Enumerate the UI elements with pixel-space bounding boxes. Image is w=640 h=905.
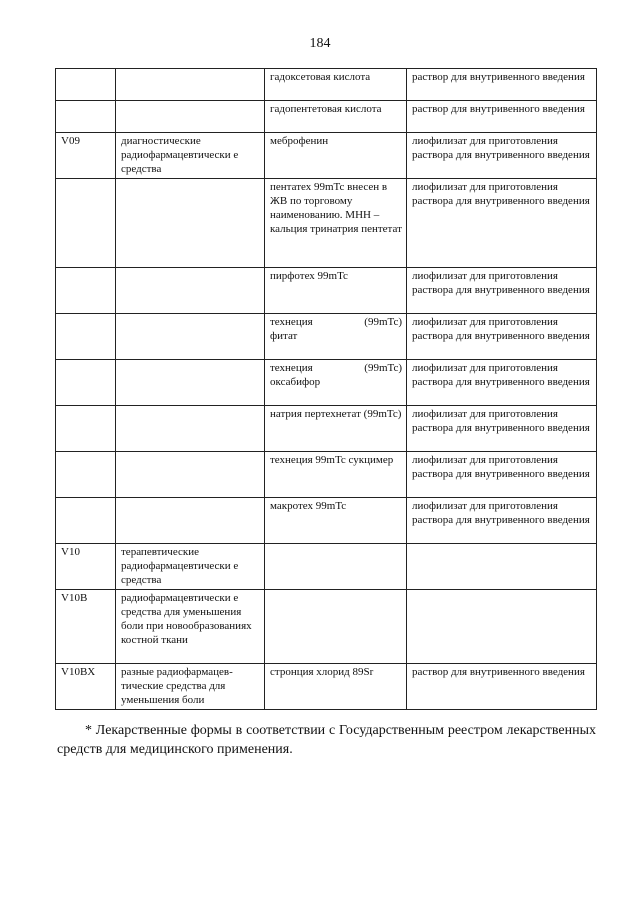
table-row bbox=[56, 406, 597, 452]
dosage-form-cell: раствор для внутривенного введения bbox=[407, 69, 597, 101]
table-row bbox=[56, 268, 597, 314]
dosage-form-cell: лиофилизат для приготовления раствора для внутривенного введения bbox=[407, 179, 597, 268]
group-name-cell bbox=[116, 452, 265, 498]
atc-code-cell bbox=[56, 179, 116, 268]
atc-code-cell: V10B bbox=[56, 590, 116, 664]
atc-code-cell: V10 bbox=[56, 544, 116, 590]
table-row bbox=[56, 590, 597, 664]
group-name-cell bbox=[116, 268, 265, 314]
drug-name-cell: гадоксетовая кислота bbox=[265, 69, 407, 101]
drug-name-cell: стронция хлорид 89Sr bbox=[265, 664, 407, 710]
drug-name-cell bbox=[265, 544, 407, 590]
atc-code-cell: V10BX bbox=[56, 664, 116, 710]
drug-name-cell: меброфенин bbox=[265, 133, 407, 179]
group-name-cell bbox=[116, 360, 265, 406]
drug-name-part: (99mTc) bbox=[364, 362, 402, 374]
dosage-form-cell: раствор для внутривенного введения bbox=[407, 664, 597, 710]
drug-name-cell bbox=[265, 314, 407, 360]
dosage-form-cell: лиофилизат для приготовления раствора для внутривенного введения bbox=[407, 452, 597, 498]
dosage-form-cell bbox=[407, 544, 597, 590]
dosage-form-cell: раствор для внутривенного введения bbox=[407, 101, 597, 133]
group-name-cell bbox=[116, 101, 265, 133]
dosage-form-cell: лиофилизат для приготовления раствора для внутривенного введения bbox=[407, 360, 597, 406]
group-name-cell: терапевтические радиофармацевтически е средства bbox=[116, 544, 265, 590]
group-name-cell: радиофармацевтически е средства для уменьшения боли при новообразованиях костной ткани bbox=[116, 590, 265, 664]
atc-code-cell bbox=[56, 314, 116, 360]
drug-name-cell: натрия пертехнетат (99mTc) bbox=[265, 406, 407, 452]
drug-name-part: технеция bbox=[270, 362, 313, 374]
atc-code-cell bbox=[56, 452, 116, 498]
table-row bbox=[56, 314, 597, 360]
drug-name-cell: гадопентетовая кислота bbox=[265, 101, 407, 133]
table-row bbox=[56, 544, 597, 590]
drug-name-part: фитат bbox=[270, 330, 298, 342]
atc-code-cell bbox=[56, 498, 116, 544]
dosage-form-cell: лиофилизат для приготовления раствора для внутривенного введения bbox=[407, 498, 597, 544]
dosage-form-cell: лиофилизат для приготовления раствора для внутривенного введения bbox=[407, 268, 597, 314]
footnote bbox=[57, 721, 596, 759]
atc-code-cell bbox=[56, 360, 116, 406]
table-row bbox=[56, 101, 597, 133]
group-name-cell: разные радиофармацев-тические средства для уменьшения боли bbox=[116, 664, 265, 710]
dosage-form-cell bbox=[407, 590, 597, 664]
drug-name-cell: макротех 99mTc bbox=[265, 498, 407, 544]
group-name-cell bbox=[116, 498, 265, 544]
page-number: 184 bbox=[309, 36, 331, 51]
drug-name-part: оксабифор bbox=[270, 376, 321, 388]
dosage-form-cell: лиофилизат для приготовления раствора для внутривенного введения bbox=[407, 314, 597, 360]
atc-code-cell bbox=[56, 101, 116, 133]
atc-code-cell bbox=[56, 69, 116, 101]
table-row bbox=[56, 133, 597, 179]
drug-name-cell: пирфотех 99mTc bbox=[265, 268, 407, 314]
dosage-form-cell: лиофилизат для приготовления раствора для внутривенного введения bbox=[407, 133, 597, 179]
group-name-cell bbox=[116, 69, 265, 101]
drug-name-cell: пентатех 99mTc внесен в ЖВ по торговому наименованию. МНН – кальция тринатрия пентетат bbox=[265, 179, 407, 268]
table-row bbox=[56, 179, 597, 268]
atc-code-cell: V09 bbox=[56, 133, 116, 179]
table-row bbox=[56, 360, 597, 406]
group-name-cell bbox=[116, 179, 265, 268]
table-row bbox=[56, 498, 597, 544]
dosage-form-cell: лиофилизат для приготовления раствора для внутривенного введения bbox=[407, 406, 597, 452]
drug-name-cell bbox=[265, 590, 407, 664]
drug-name-part: технеция bbox=[270, 316, 313, 328]
table-row bbox=[56, 452, 597, 498]
atc-code-cell bbox=[56, 406, 116, 452]
drug-table bbox=[55, 68, 597, 710]
group-name-cell: диагностические радиофармацевтически е средства bbox=[116, 133, 265, 179]
group-name-cell bbox=[116, 406, 265, 452]
table-row bbox=[56, 664, 597, 710]
drug-name-cell bbox=[265, 360, 407, 406]
table-row bbox=[56, 69, 597, 101]
drug-name-cell: технеция 99mTc сукцимер bbox=[265, 452, 407, 498]
footnote-text: * Лекарственные формы в соответствии с Государственным реестром лекарственных средств для медицинского применения. bbox=[57, 723, 596, 757]
drug-name-part: (99mTc) bbox=[364, 316, 402, 328]
group-name-cell bbox=[116, 314, 265, 360]
atc-code-cell bbox=[56, 268, 116, 314]
